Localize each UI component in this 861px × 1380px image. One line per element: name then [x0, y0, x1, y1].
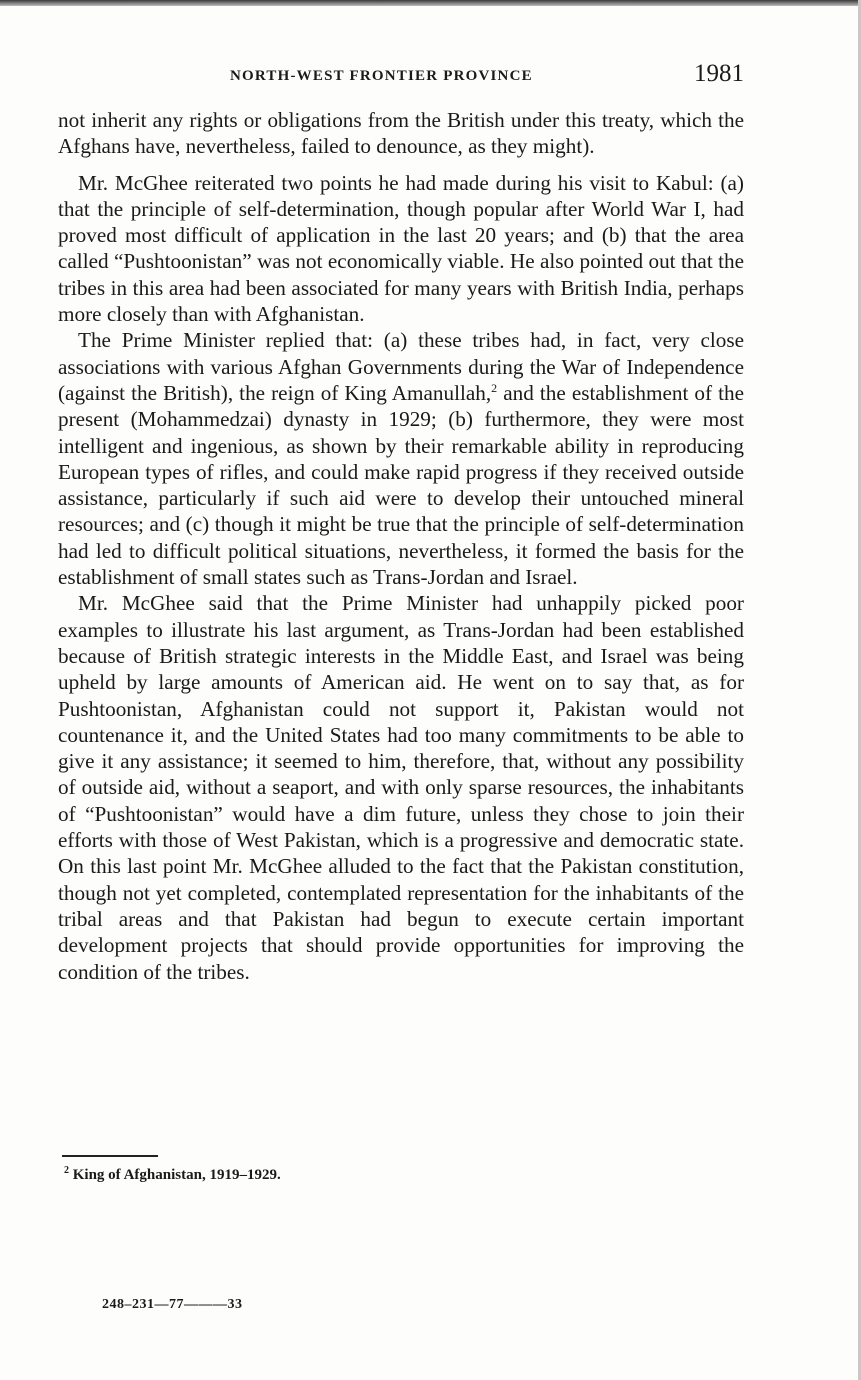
footnote-divider	[62, 1155, 158, 1157]
paragraph-mcghee-points: Mr. McGhee reiterated two points he had made during his visit to Kabul: (a) that the principle of self-determination, though popular after World War I, had proved most difficult of application in the last 20 years; and (b) that the area called “Pushtoonistan” was not economically viable. He also pointed out that the tribes in this area had been associated for many years with British India, perhaps more closely than with Afghanistan.	[58, 170, 744, 327]
footnote-marker: 2	[64, 1165, 69, 1176]
body-text	[58, 107, 744, 985]
page-top-edge	[0, 0, 861, 6]
footnote-text: King of Afghanistan, 1919–1929.	[72, 1167, 281, 1183]
paragraph-prime-minister-reply-part2: and the establishment of the present (Mohammedzai) dynasty in 1929; (b) furthermore, they were most intelligent and ingenious, as shown by their remarkable ability in reproducing European types of rifles, and could make rapid progress if they received outside assistance, particularly if such aid were to develop their untouched mineral resources; and (c) though it might be true that the principle of self-determination had led to difficult political situations, nevertheless, it formed the basis for the establishment of small states such as Trans-Jordan and Israel.	[58, 380, 744, 590]
footnote	[64, 1165, 281, 1184]
footnote-reference: 2	[491, 380, 498, 395]
paragraph-prime-minister-reply-part1: The Prime Minister replied that: (a) these tribes had, in fact, very close associations with various Afghan Governments during the War of Independence (against the British), the reign of King Amanullah,	[58, 328, 744, 405]
paragraph-continued: not inherit any rights or obligations from the British under this treaty, which the Afghans have, nevertheless, failed to denounce, as they might).	[58, 108, 744, 159]
paragraph-mcghee-response: Mr. McGhee said that the Prime Minister had unhappily picked poor examples to illustrate his last argument, as Trans-Jordan had been established because of British strategic interests in the Middle East, and Israel was being upheld by large amounts of American aid. He went on to say that, as for Pushtoonistan, Afghanistan could not support it, Pakistan would not countenance it, and the United States had too many commitments to be able to give it any assistance; it seemed to him, therefore, that, without any possibility of outside aid, without a seaport, and with only sparse resources, the inhabitants of “Pushtoonistan” would have a dim future, unless they chose to join their efforts with those of West Pakistan, which is a progressive and democratic state. On this last point Mr. McGhee alluded to the fact that the Pakistan constitution, though not yet completed, contemplated representation for the inhabitants of the tribal areas and that Pakistan had begun to execute certain important development projects that should provide opportunities for improving the condition of the tribes.	[58, 591, 744, 984]
paragraph-prime-minister-reply	[58, 327, 744, 590]
running-title: NORTH-WEST FRONTIER PROVINCE	[230, 68, 533, 84]
page-number: 1981	[694, 60, 744, 87]
print-code: 248–231—77———33	[102, 1297, 243, 1312]
page-header	[58, 60, 744, 94]
